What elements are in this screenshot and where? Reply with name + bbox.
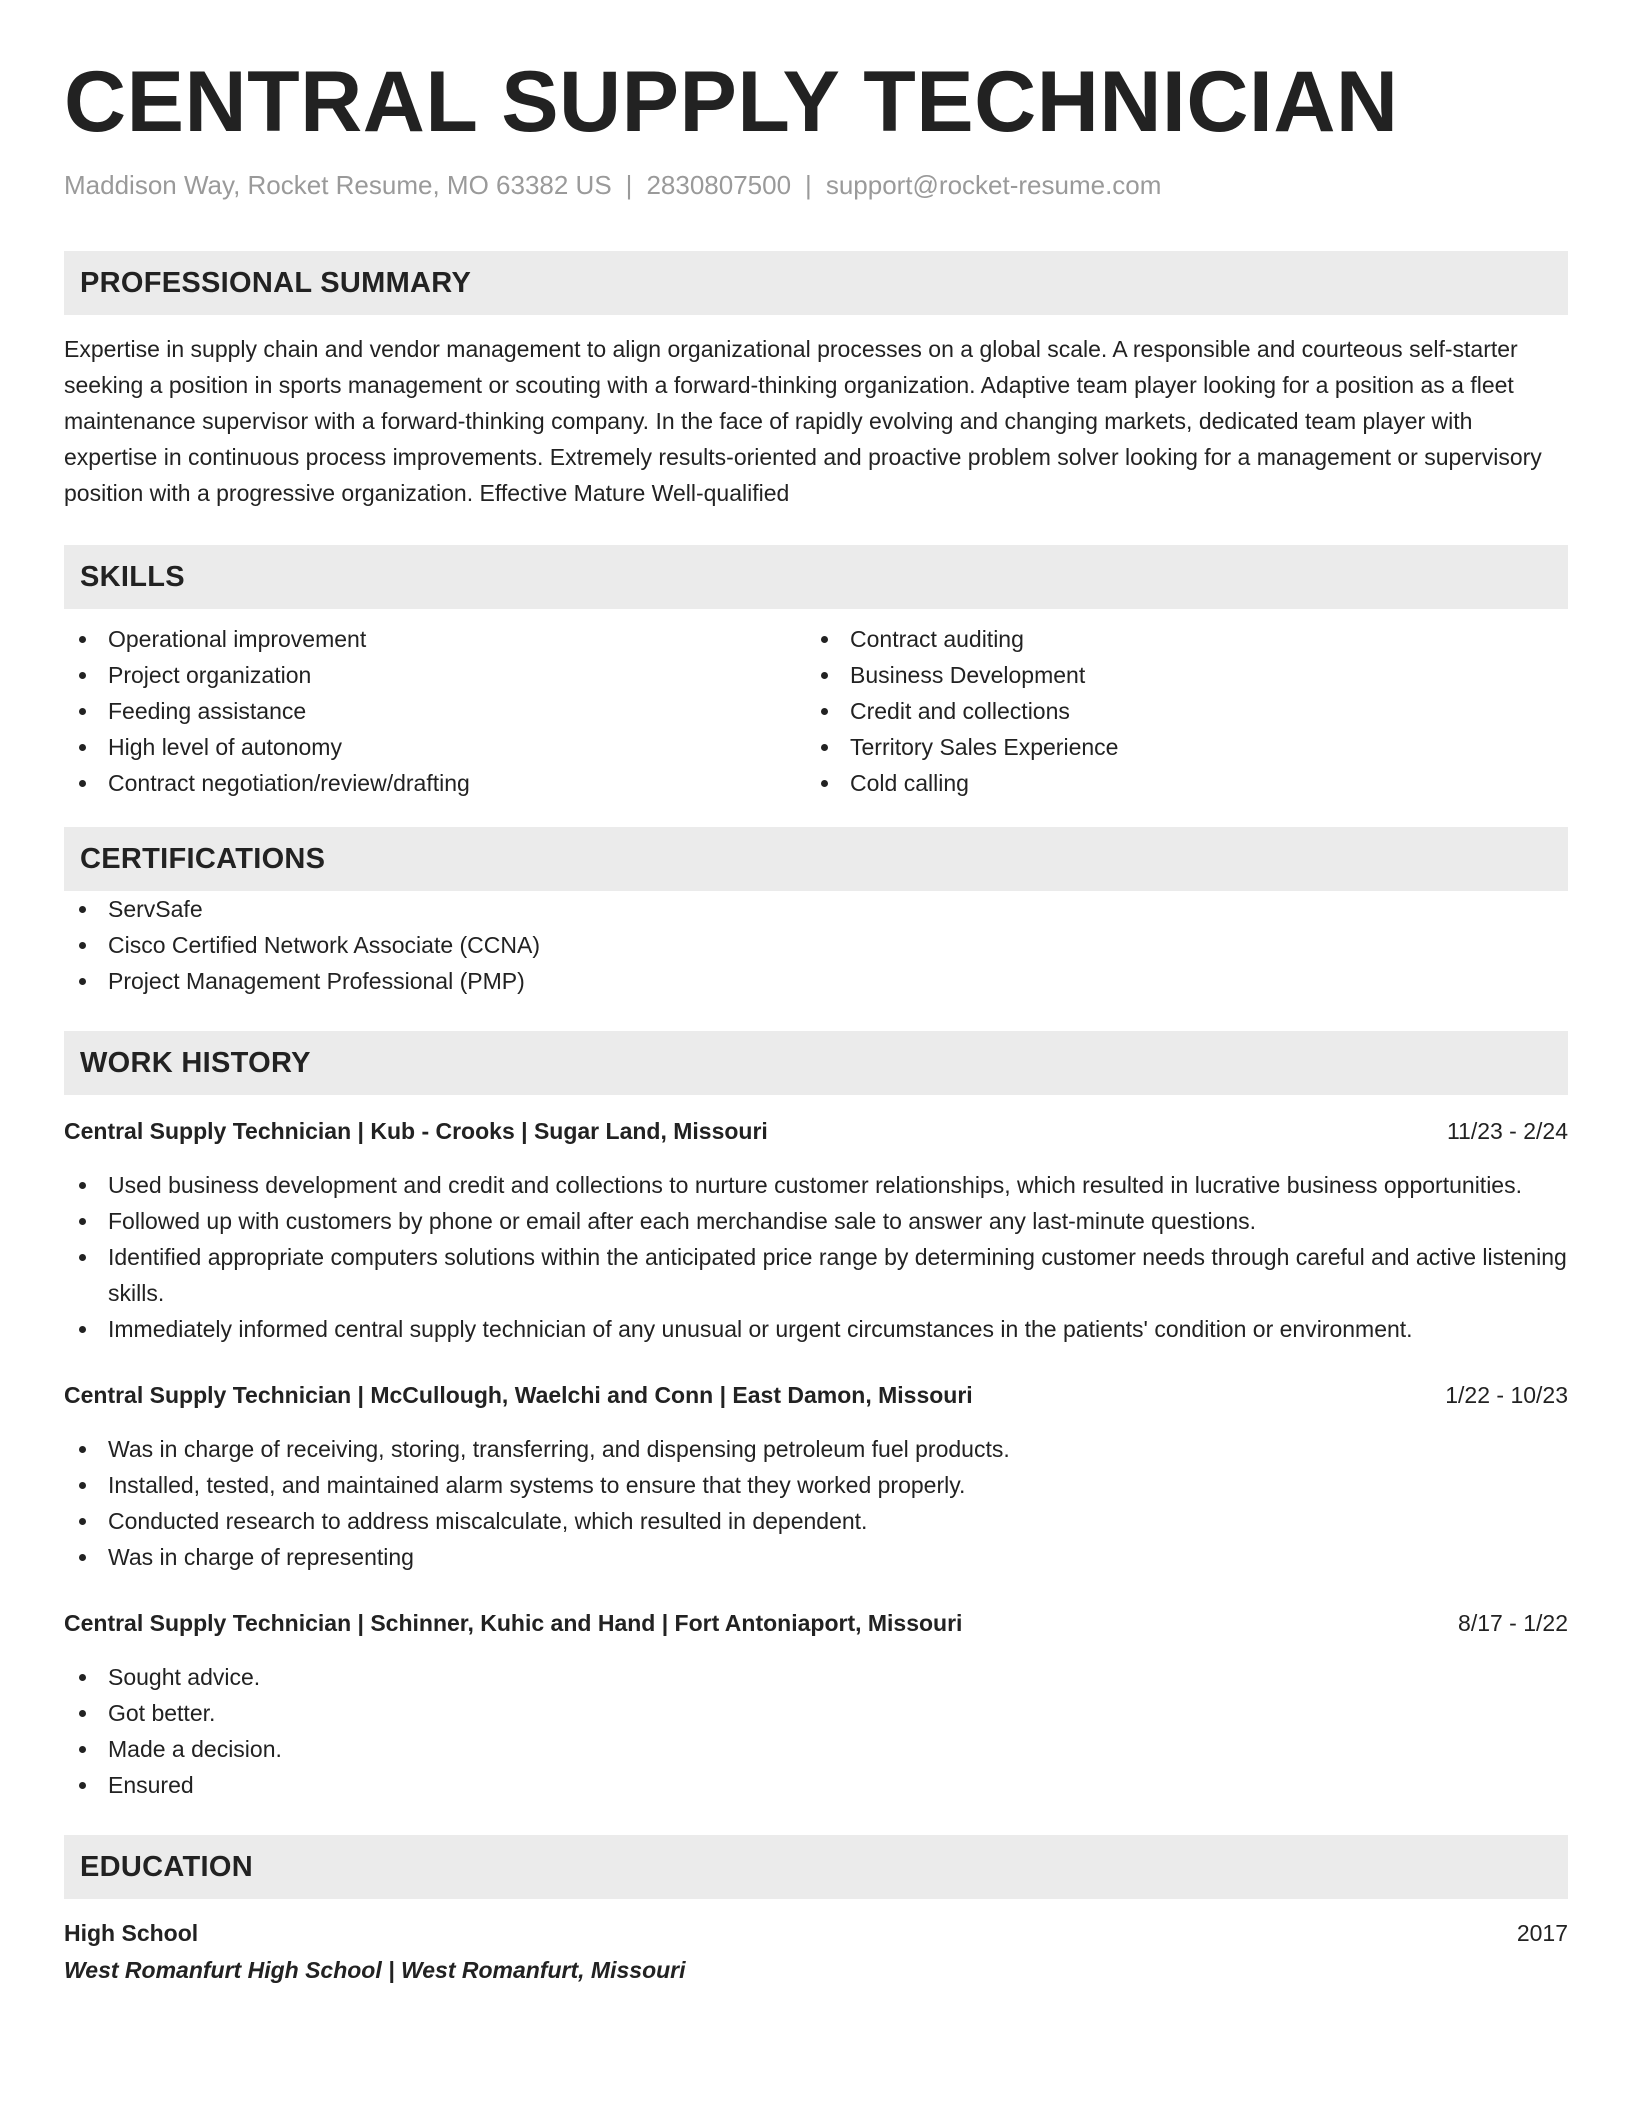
skills-list-left [64,621,806,801]
section-heading-skills: SKILLS [64,545,1568,609]
job-duty-item: Identified appropriate computers solutions within the anticipated price range by determining customer needs through careful and active listening skills. [64,1239,1568,1311]
job-duty-item: Sought advice. [64,1659,1568,1695]
certifications-list [64,891,1568,999]
skill-item: High level of autonomy [64,729,806,765]
job-entry [64,1113,1568,1347]
skills-list-right [806,621,1548,801]
job-header [64,1377,1568,1413]
skill-item: Feeding assistance [64,693,806,729]
resume-page [64,52,1568,1989]
job-duty-item: Made a decision. [64,1731,1568,1767]
section-heading-certifications: CERTIFICATIONS [64,827,1568,891]
skill-item: Business Development [806,657,1548,693]
education-entry [64,1915,1568,1989]
job-duty-item: Was in charge of representing [64,1539,1568,1575]
contact-email: support@rocket-resume.com [825,170,1162,200]
skill-item: Operational improvement [64,621,806,657]
contact-separator: | [625,170,633,200]
contact-phone: 2830807500 [646,170,792,200]
certification-item: ServSafe [64,891,1568,927]
contact-separator: | [805,170,812,200]
job-duty-item: Was in charge of receiving, storing, transferring, and dispensing petroleum fuel products. [64,1431,1568,1467]
section-heading-summary: PROFESSIONAL SUMMARY [64,251,1568,315]
resume-name: CENTRAL SUPPLY TECHNICIAN [64,54,1399,150]
education-school: West Romanfurt High School | West Romanfurt, Missouri [64,1957,686,1983]
certification-item: Project Management Professional (PMP) [64,963,1568,999]
education-degree: High School [64,1920,199,1946]
job-duty-item: Installed, tested, and maintained alarm systems to ensure that they worked properly. [64,1467,1568,1503]
contact-address: Maddison Way, Rocket Resume, MO 63382 US [64,170,612,200]
summary-paragraph: Expertise in supply chain and vendor management to align organizational processes on a global scale. A responsible and courteous self-starter seeking a position in sports management or scouting with a forward-thinking organization. Adaptive team player looking for a position as a fleet maintenance supervisor with a forward-thinking company. In the face of rapidly evolving and changing markets, dedicated team player with expertise in continuous process improvements. Extremely results-oriented and proactive problem solver looking for a management or supervisory position with a progressive organization. Effective Mature Well-qualified [64,336,1542,506]
job-title: Central Supply Technician | Kub - Crooks | Sugar Land, Missouri [64,1118,768,1144]
job-title: Central Supply Technician | Schinner, Kuhic and Hand | Fort Antoniaport, Missouri [64,1610,963,1636]
skill-item: Project organization [64,657,806,693]
skill-item: Contract negotiation/review/drafting [64,765,806,801]
skill-item: Territory Sales Experience [806,729,1548,765]
job-duty-item: Got better. [64,1695,1568,1731]
education-year: 2017 [1516,1920,1568,1946]
job-duties-list [64,1167,1568,1347]
certification-item: Cisco Certified Network Associate (CCNA) [64,927,1568,963]
job-duty-item: Immediately informed central supply technician of any unusual or urgent circumstances in the patients' condition or environment. [64,1311,1568,1347]
job-dates: 8/17 - 1/22 [1458,1610,1568,1636]
job-dates: 1/22 - 10/23 [1445,1382,1568,1408]
job-duty-item: Ensured [64,1767,1568,1803]
skills-grid [64,621,1568,801]
job-duties-list [64,1431,1568,1575]
job-duty-item: Followed up with customers by phone or email after each merchandise sale to answer any last-minute questions. [64,1203,1568,1239]
section-heading-work-history: WORK HISTORY [64,1031,1568,1095]
skills-column-left [64,621,806,801]
section-heading-education: EDUCATION [64,1835,1568,1899]
job-entry [64,1605,1568,1803]
skill-item: Credit and collections [806,693,1548,729]
job-entry [64,1377,1568,1575]
job-title: Central Supply Technician | McCullough, Waelchi and Conn | East Damon, Missouri [64,1382,973,1408]
job-duties-list [64,1659,1568,1803]
job-duty-item: Used business development and credit and collections to nurture customer relationships, which resulted in lucrative business opportunities. [64,1167,1568,1203]
job-header [64,1605,1568,1641]
education-header [64,1915,1568,1951]
job-header [64,1113,1568,1149]
skill-item: Contract auditing [806,621,1548,657]
job-duty-item: Conducted research to address miscalculate, which resulted in dependent. [64,1503,1568,1539]
job-dates: 11/23 - 2/24 [1446,1118,1568,1144]
skill-item: Cold calling [806,765,1548,801]
skills-column-right [806,621,1548,801]
contact-line [64,168,1568,202]
